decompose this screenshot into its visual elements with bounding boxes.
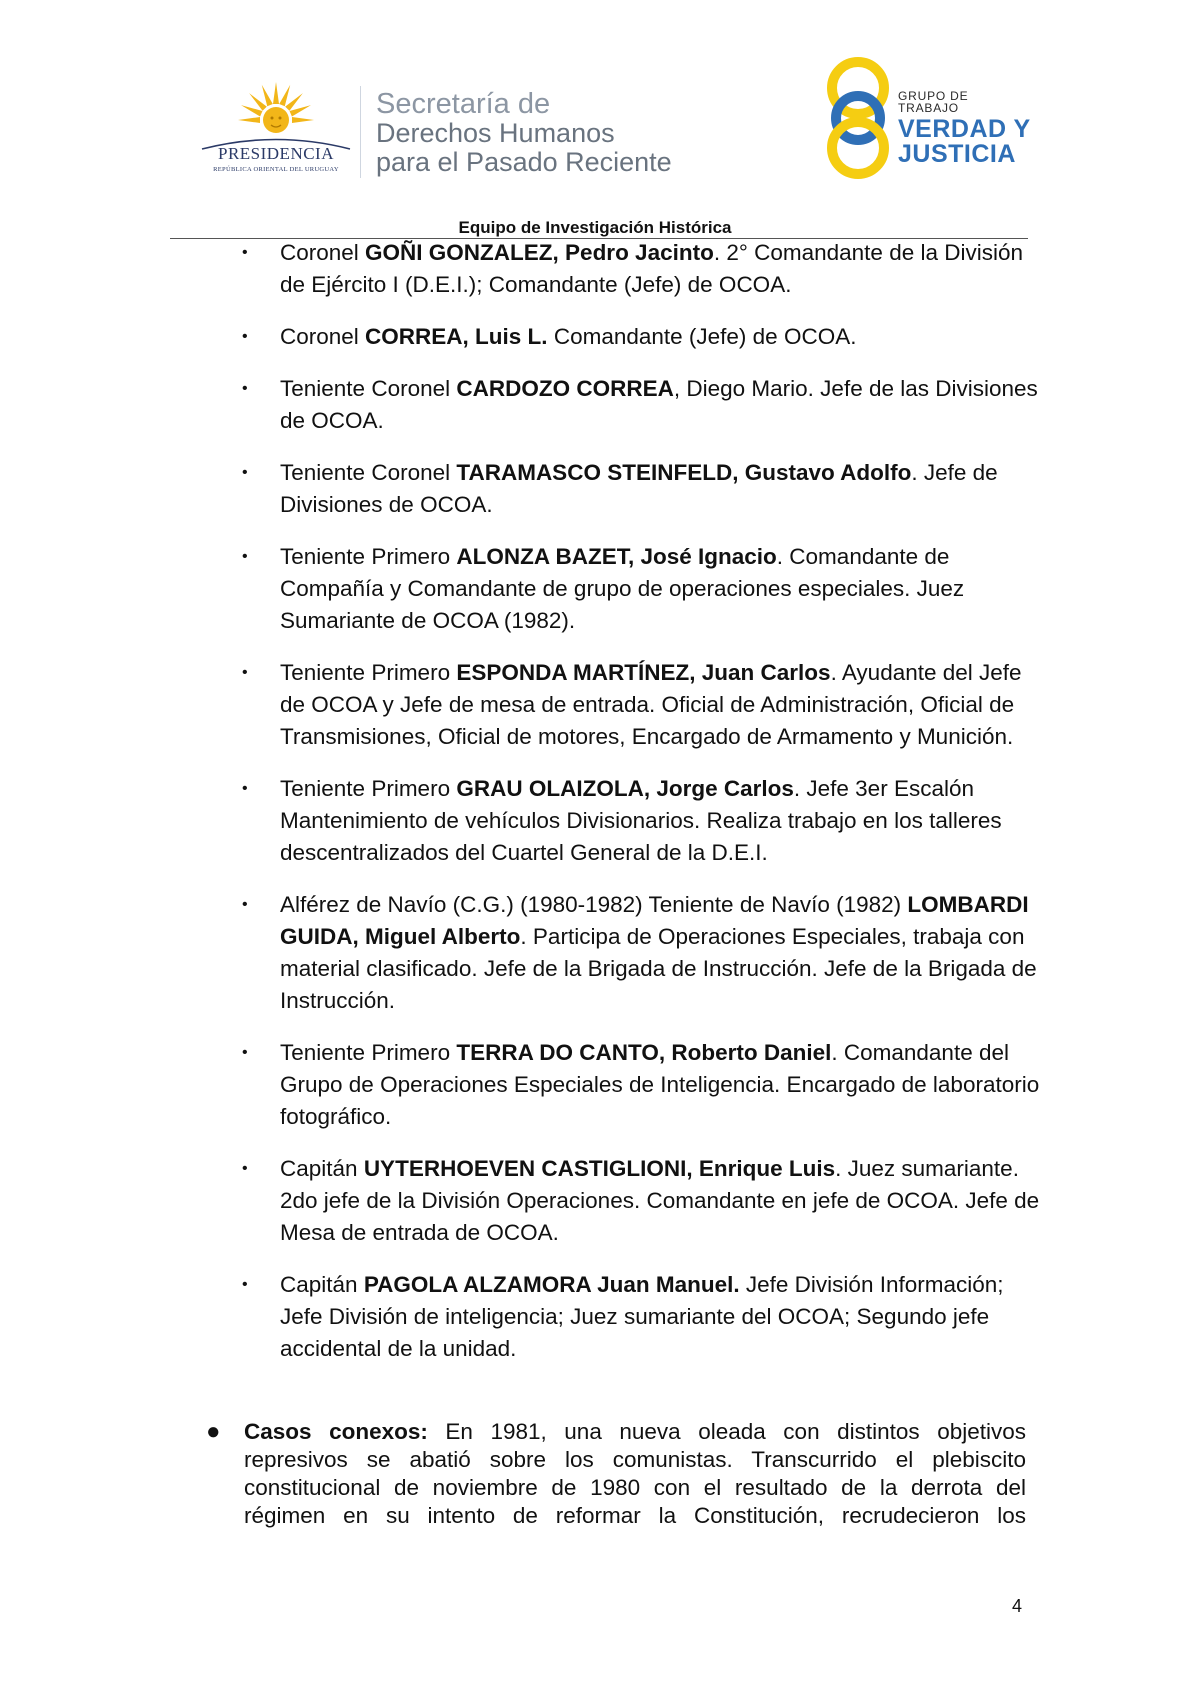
list-item	[240, 1269, 1040, 1365]
bullet-icon: •	[242, 1044, 248, 1061]
officer-description: . Comandante del Grupo de Operaciones Especiales de Inteligencia. Encargado de laboratorio fotográfico.	[280, 1040, 1040, 1129]
officer-rank: Alférez de Navío (C.G.) (1980-1982) Teniente de Navío (1982)	[280, 892, 908, 917]
bullet-icon: •	[242, 328, 248, 345]
bullet-icon: •	[242, 896, 248, 913]
casos-conexos-label: Casos conexos:	[244, 1419, 428, 1444]
grupo-line-2: VERDAD Y	[898, 115, 1031, 143]
officer-name: CORREA, Luis L.	[365, 324, 548, 349]
bullet-icon: •	[242, 244, 248, 261]
bullet-icon: •	[242, 380, 248, 397]
bullet-icon: •	[242, 548, 248, 565]
list-item	[240, 889, 1040, 1017]
officer-name: PAGOLA ALZAMORA Juan Manuel.	[363, 1272, 740, 1297]
casos-conexos-body: En 1981, una nueva oleada con distintos objetivos represivos se abatió sobre los comunistas. Transcurrido el plebiscito constitucional de noviembre de 1980 con el resultado de la derrota del régimen en su intento de reformar la Constitución, recrudecieron los	[244, 1419, 1027, 1528]
linked-rings-icon	[822, 56, 894, 180]
officer-rank: Teniente Coronel	[280, 460, 457, 485]
officer-name: ALONZA BAZET, José Ignacio	[456, 544, 777, 569]
officer-rank: Teniente Primero	[280, 1040, 457, 1065]
officer-rank: Capitán	[280, 1156, 364, 1181]
officer-name: ESPONDA MARTÍNEZ, Juan Carlos	[456, 660, 831, 685]
list-item	[240, 541, 1040, 637]
officer-name: UYTERHOEVEN CASTIGLIONI, Enrique Luis	[363, 1156, 836, 1181]
officer-rank: Capitán	[280, 1272, 364, 1297]
presidencia-name: PRESIDENCIA	[217, 144, 334, 163]
bullet-icon: ●	[206, 1418, 221, 1445]
page-number: 4	[1012, 1596, 1023, 1616]
bullet-icon: •	[242, 664, 248, 681]
list-item	[240, 1153, 1040, 1249]
officer-description: . Jefe 3er Escalón Mantenimiento de vehículos Divisionarios. Realiza trabajo en los talleres descentralizados del Cuartel General de la D.E.I.	[280, 776, 1002, 865]
bullet-icon: •	[242, 464, 248, 481]
officer-name: LOMBARDI GUIDA, Miguel Alberto	[280, 892, 1029, 949]
officers-list	[240, 237, 1040, 1385]
secretaria-logo	[376, 90, 672, 177]
officer-name: GRAU OLAIZOLA, Jorge Carlos	[456, 776, 794, 801]
bullet-icon: •	[242, 1160, 248, 1177]
officer-name: GOÑI GONZALEZ, Pedro Jacinto	[365, 240, 714, 265]
team-title: Equipo de Investigación Histórica	[458, 218, 732, 237]
list-item	[240, 237, 1040, 301]
secretaria-line-2: Derechos Humanos	[376, 118, 615, 148]
officer-rank: Coronel	[280, 240, 366, 265]
list-item	[240, 657, 1040, 753]
officer-description: . Jefe de Divisiones de OCOA.	[280, 460, 998, 517]
grupo-trabajo-logo	[822, 56, 1032, 180]
officer-rank: Teniente Primero	[280, 660, 457, 685]
officer-rank: Teniente Primero	[280, 544, 457, 569]
casos-conexos-paragraph	[206, 1418, 1026, 1530]
officer-rank: Teniente Coronel	[280, 376, 457, 401]
officer-description: , Diego Mario. Jefe de las Divisiones de OCOA.	[280, 376, 1038, 433]
officer-description: Comandante (Jefe) de OCOA.	[547, 324, 857, 349]
bullet-icon: •	[242, 1276, 248, 1293]
officer-name: TARAMASCO STEINFELD, Gustavo Adolfo	[456, 460, 912, 485]
officer-description: . 2° Comandante de la División de Ejército I (D.E.I.); Comandante (Jefe) de OCOA.	[280, 240, 1024, 297]
header-divider	[360, 86, 361, 178]
secretaria-line-3: para el Pasado Reciente	[376, 147, 672, 177]
officer-description: . Comandante de Compañía y Comandante de grupo de operaciones especiales. Juez Sumariante de OCOA (1982).	[280, 544, 965, 633]
grupo-line-1: GRUPO DE TRABAJO	[898, 89, 969, 115]
officer-description: Jefe División Información; Jefe División de inteligencia; Juez sumariante del OCOA; Segundo jefe accidental de la unidad.	[280, 1272, 1004, 1361]
officer-rank: Teniente Primero	[280, 776, 457, 801]
secretaria-line-1: Secretaría de	[376, 88, 551, 120]
presidencia-logo	[196, 80, 356, 180]
officer-rank: Coronel	[280, 324, 366, 349]
list-item	[240, 321, 1040, 353]
officer-name: CARDOZO CORREA	[456, 376, 674, 401]
presidencia-subtitle: REPÚBLICA ORIENTAL DEL URUGUAY	[213, 166, 339, 173]
list-item	[240, 1037, 1040, 1133]
casos-conexos-text	[244, 1418, 1026, 1530]
list-item	[240, 457, 1040, 521]
officer-name: TERRA DO CANTO, Roberto Daniel	[456, 1040, 832, 1065]
officer-description: . Ayudante del Jefe de OCOA y Jefe de mesa de entrada. Oficial de Administración, Oficial de Transmisiones, Oficial de motores, Encargado de Armamento y Munición.	[280, 660, 1022, 749]
list-item	[240, 773, 1040, 869]
grupo-line-3: JUSTICIA	[898, 140, 1016, 168]
officer-description: . Juez sumariante. 2do jefe de la División Operaciones. Comandante en jefe de OCOA. Jefe de Mesa de entrada de OCOA.	[280, 1156, 1040, 1245]
officer-description: . Participa de Operaciones Especiales, trabaja con material clasificado. Jefe de la Brigada de Instrucción. Jefe de la Brigada de Instrucción.	[280, 924, 1037, 1013]
bullet-icon: •	[242, 780, 248, 797]
list-item	[240, 373, 1040, 437]
